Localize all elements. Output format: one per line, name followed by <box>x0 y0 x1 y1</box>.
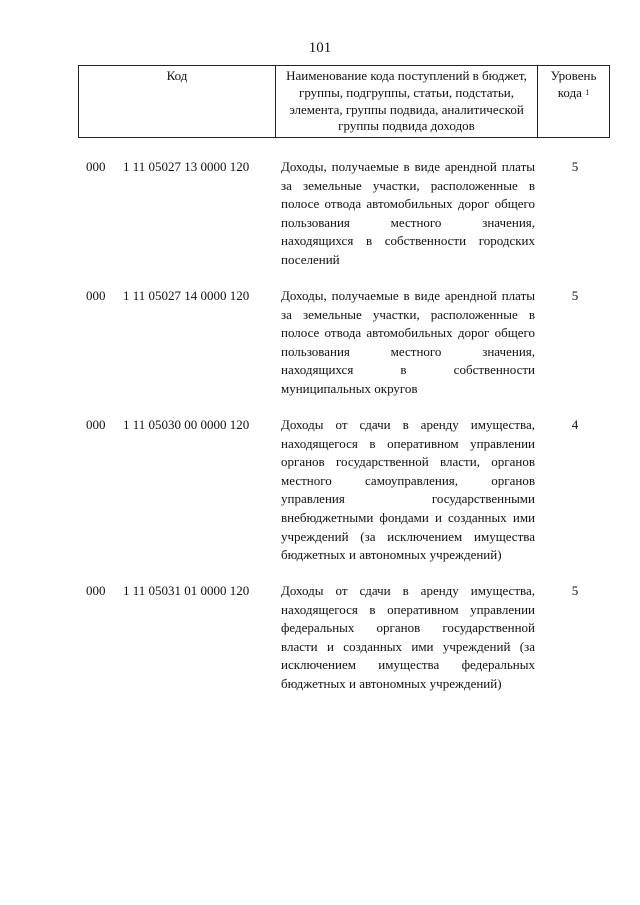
code-level: 5 <box>571 159 579 174</box>
admin-code: 000 <box>86 417 106 432</box>
page-number: 101 <box>308 40 332 56</box>
table-header <box>78 65 610 138</box>
header-level-label: Уровень кода <box>550 68 597 100</box>
admin-code: 000 <box>86 159 106 174</box>
header-level-footnote: 1 <box>585 87 590 97</box>
income-name: Доходы, получаемые в виде арендной платы за земельные участки, расположенные в полосе отвода автомобильных дорог общего пользования местного значения, находящихся в собственности муниципальных округов <box>281 288 535 396</box>
income-code: 1 11 05030 00 0000 120 <box>123 417 250 432</box>
income-name: Доходы от сдачи в аренду имущества, находящегося в оперативном управлении федеральных органов государственной власти и созданных ими учреждений (за исключением имущества федеральных бюджетных и автономных учреждений) <box>281 583 535 691</box>
header-level <box>537 66 609 137</box>
admin-code: 000 <box>86 288 106 303</box>
code-level: 5 <box>571 583 579 598</box>
admin-code: 000 <box>86 583 106 598</box>
code-level: 5 <box>571 288 579 303</box>
code-level: 4 <box>571 417 579 432</box>
income-name: Доходы, получаемые в виде арендной платы за земельные участки, расположенные в полосе отвода автомобильных дорог общего пользования местного значения, находящихся в собственности городских поселений <box>281 159 535 267</box>
header-name: Наименование кода поступлений в бюджет, группы, подгруппы, статьи, подстатьи, элемента, группы подвида, аналитической группы подвида доходов <box>275 66 537 137</box>
income-code: 1 11 05027 14 0000 120 <box>123 288 250 303</box>
income-code: 1 11 05027 13 0000 120 <box>123 159 250 174</box>
header-code: Код <box>166 68 188 83</box>
income-code: 1 11 05031 01 0000 120 <box>123 583 250 598</box>
income-name: Доходы от сдачи в аренду имущества, находящегося в оперативном управлении органов государственной власти, органов местного самоуправления, органов управления государственными внебюджетными фондами и созданных ими учреждений (за исключением имущества бюджетных и автономных учреждений) <box>281 417 535 563</box>
